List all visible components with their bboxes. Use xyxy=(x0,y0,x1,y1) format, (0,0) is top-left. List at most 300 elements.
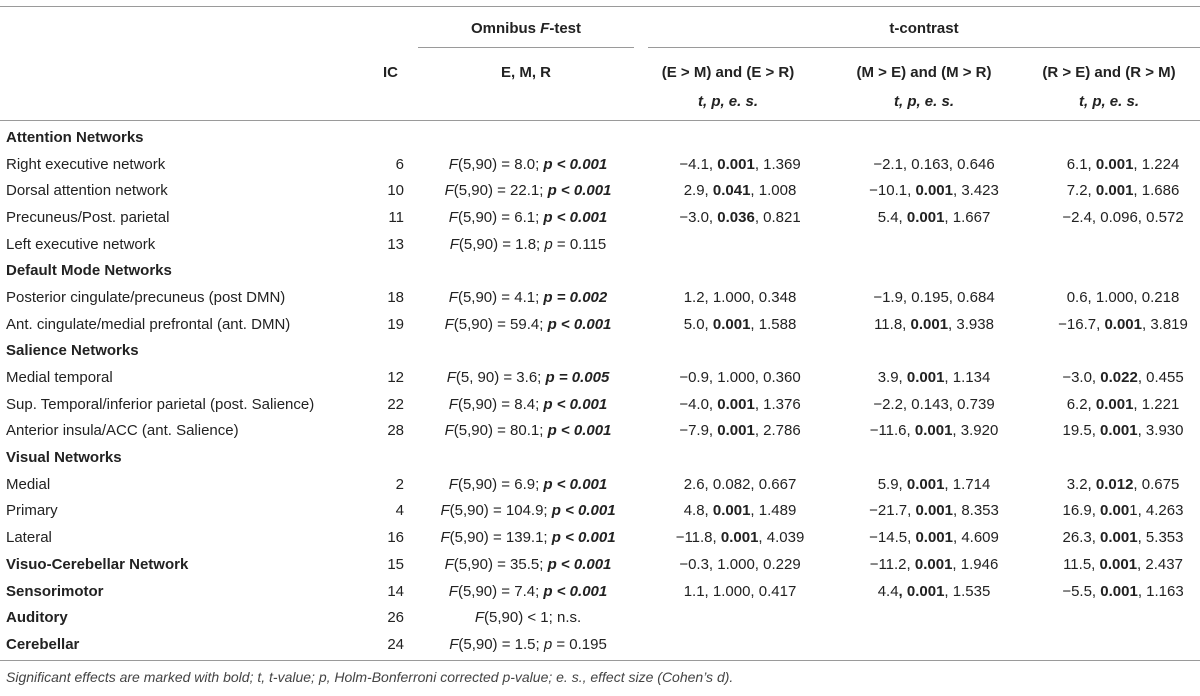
row-label: Posterior cingulate/precuneus (post DMN) xyxy=(6,288,286,306)
cell-text-segment: 0.001 xyxy=(1095,155,1134,173)
cell-text-segment: = 0.195 xyxy=(552,635,607,653)
contrast-m-cell xyxy=(836,177,1032,204)
row-label: Auditory xyxy=(6,609,68,627)
table-row xyxy=(0,471,1200,498)
contrast-e-cell xyxy=(644,257,836,284)
cell-text-segment: 0.001 xyxy=(1104,315,1142,333)
omnibus-cell xyxy=(412,391,644,418)
contrast-m-cell xyxy=(836,231,1032,258)
cell-text-segment: p < 0.001 xyxy=(543,582,608,600)
contrast-e-cell xyxy=(644,604,836,631)
table-section-row xyxy=(0,444,1200,471)
table-row xyxy=(0,177,1200,204)
contrast-r-cell xyxy=(1032,551,1200,578)
ic-cell xyxy=(356,257,412,284)
omnibus-cell xyxy=(412,418,644,445)
contrast-r-cell xyxy=(1032,578,1200,605)
ic-cell: 24 xyxy=(387,635,404,653)
cell-text-segment: 0.00 xyxy=(1100,502,1130,520)
cell-text-segment: , 1.714 xyxy=(944,475,991,493)
cell-text-segment: p = 0.005 xyxy=(545,369,610,387)
cell-text-segment: (5,90) = 4.1; xyxy=(457,288,544,306)
cell-text-segment: 2.9, xyxy=(683,182,713,200)
contrast-r-cell xyxy=(1032,338,1200,365)
cell-text-segment: F xyxy=(444,182,454,200)
cell-text-segment: (5,90) = 7.4; xyxy=(457,582,544,600)
row-label: Right executive network xyxy=(6,155,166,173)
ic-cell: 28 xyxy=(387,422,404,440)
contrast-m-cell xyxy=(836,338,1032,365)
cell-text-segment: , 1.221 xyxy=(1133,395,1180,413)
cell-text-segment: , 4.039 xyxy=(758,529,805,547)
cell-text-segment: (5,90) = 1.8; xyxy=(458,235,545,253)
omnibus-cell xyxy=(412,311,644,338)
cell-text-segment: p xyxy=(543,635,553,653)
row-label: Left executive network xyxy=(6,235,156,253)
contrast-m-cell xyxy=(836,257,1032,284)
cell-text-segment: F xyxy=(448,155,458,173)
ic-cell: 4 xyxy=(395,502,404,520)
row-label: Visuo-Cerebellar Network xyxy=(6,555,189,573)
cell-text-segment: F xyxy=(440,502,450,520)
table-section-row xyxy=(0,631,1200,658)
omnibus-cell xyxy=(412,551,644,578)
cell-text-segment: , 1.008 xyxy=(750,182,797,200)
table-section-row xyxy=(0,551,1200,578)
cell-text-segment: , 1.224 xyxy=(1133,155,1180,173)
cell-text-segment: 6.2, xyxy=(1066,395,1096,413)
contrast-e-cell xyxy=(644,631,836,658)
row-label: Ant. cingulate/medial prefrontal (ant. DMN) xyxy=(6,315,291,333)
row-label: Lateral xyxy=(6,529,52,547)
cell-text-segment: −2.4, 0.096, 0.572 xyxy=(1062,208,1184,226)
cell-text-segment: = 0.115 xyxy=(552,235,607,253)
contrast-e-cell xyxy=(644,124,836,151)
contrast-r-cell xyxy=(1032,364,1200,391)
cell-text-segment: F xyxy=(449,635,459,653)
cell-text-segment: , 2.786 xyxy=(754,422,801,440)
row-label: Cerebellar xyxy=(6,635,80,653)
cell-text-segment: 0.001 xyxy=(906,369,945,387)
cell-text-segment: , 1.686 xyxy=(1133,182,1180,200)
cell-text-segment: , 1.376 xyxy=(754,395,801,413)
cell-text-segment: 0.6, 1.000, 0.218 xyxy=(1066,288,1180,306)
contrast-r-cell xyxy=(1032,231,1200,258)
contrast-m-cell xyxy=(836,124,1032,151)
cell-text-segment: , 0.821 xyxy=(754,208,801,226)
cell-text-segment: 0.001 xyxy=(1100,422,1138,440)
table-section-row xyxy=(0,604,1200,631)
contrast-m-header: (M > E) and (M > R) xyxy=(856,64,992,81)
contrast-r-cell xyxy=(1032,471,1200,498)
ic-cell: 26 xyxy=(387,609,404,627)
cell-text-segment: −11.2, xyxy=(869,555,915,573)
cell-text-segment: p < 0.001 xyxy=(547,555,612,573)
omnibus-header: Omnibus F-test xyxy=(470,20,581,37)
cell-text-segment: 0.001 xyxy=(915,502,953,520)
row-label: Anterior insula/ACC (ant. Salience) xyxy=(6,422,239,440)
cell-text-segment: p < 0.001 xyxy=(547,315,612,333)
cell-text-segment: 0.041 xyxy=(712,182,751,200)
table-row xyxy=(0,311,1200,338)
ic-cell: 10 xyxy=(387,182,404,200)
cell-text-segment: 5.9, xyxy=(877,475,907,493)
cell-text-segment: (5,90) = 8.4; xyxy=(457,395,544,413)
cell-text-segment: F xyxy=(448,288,458,306)
cell-text-segment: −0.3, 1.000, 0.229 xyxy=(679,555,801,573)
table-row xyxy=(0,151,1200,178)
contrast-m-cell xyxy=(836,578,1032,605)
cell-text-segment: p < 0.001 xyxy=(551,529,616,547)
table-row xyxy=(0,391,1200,418)
results-table-body xyxy=(0,124,1200,658)
cell-text-segment: , 3.819 xyxy=(1141,315,1188,333)
cell-text-segment: 5.0, xyxy=(683,315,713,333)
cell-text-segment: −3.0, xyxy=(679,208,718,226)
contrast-e-cell xyxy=(644,444,836,471)
cell-text-segment: F xyxy=(444,315,454,333)
row-label: Visual Networks xyxy=(6,449,122,467)
cell-text-segment: 26.3, xyxy=(1062,529,1101,547)
contrast-e-header: (E > M) and (E > R) xyxy=(661,64,795,81)
contrast-e-cell xyxy=(644,311,836,338)
cell-text-segment: , 1.667 xyxy=(944,208,991,226)
cell-text-segment: (5,90) = 22.1; xyxy=(453,182,548,200)
cell-text-segment: −10.1, xyxy=(869,182,916,200)
cell-text-segment: 0.001 xyxy=(915,529,953,547)
cell-text-segment: , 3.920 xyxy=(952,422,999,440)
cell-text-segment: −3.0, xyxy=(1062,369,1101,387)
ic-cell xyxy=(356,338,412,365)
cell-text-segment: −14.5, xyxy=(869,529,916,547)
contrast-r-cell xyxy=(1032,604,1200,631)
contrast-r-cell xyxy=(1032,177,1200,204)
cell-text-segment: (5,90) = 104.9; xyxy=(449,502,552,520)
cell-text-segment: (5,90) = 8.0; xyxy=(457,155,544,173)
cell-text-segment: p < 0.001 xyxy=(547,422,612,440)
table-row xyxy=(0,364,1200,391)
cell-text-segment: 7.2, xyxy=(1066,182,1096,200)
row-label: Primary xyxy=(6,502,58,520)
table-row xyxy=(0,524,1200,551)
cell-text-segment: p < 0.001 xyxy=(547,182,612,200)
contrast-e-cell xyxy=(644,391,836,418)
contrast-e-cell xyxy=(644,418,836,445)
cell-text-segment: , 0.001 xyxy=(898,582,945,600)
cell-text-segment: −4.0, xyxy=(679,395,718,413)
contrast-m-cell xyxy=(836,391,1032,418)
contrast-r-header: (R > E) and (R > M) xyxy=(1042,64,1176,81)
cell-text-segment: 1.2, 1.000, 0.348 xyxy=(683,288,797,306)
cell-text-segment: 0.001 xyxy=(720,529,759,547)
contrast-r-cell xyxy=(1032,151,1200,178)
table-row xyxy=(0,418,1200,445)
cell-text-segment: 0.001 xyxy=(910,315,949,333)
omnibus-cell xyxy=(412,364,644,391)
cell-text-segment: F xyxy=(444,422,454,440)
table-row xyxy=(0,204,1200,231)
cell-text-segment: (5,90) = 35.5; xyxy=(453,555,548,573)
table-footnote: Significant effects are marked with bold; t, t-value; p, Holm-Bonferroni corrected p-value; e. s., effect size (Cohen’s d). xyxy=(6,669,734,685)
contrast-e-cell xyxy=(644,578,836,605)
ic-cell xyxy=(356,444,412,471)
omnibus-cell xyxy=(412,284,644,311)
ic-cell: 14 xyxy=(387,582,404,600)
ic-cell: 22 xyxy=(387,395,404,413)
cell-text-segment: −21.7, xyxy=(869,502,916,520)
omnibus-cell xyxy=(412,151,644,178)
omnibus-cell xyxy=(412,444,644,471)
omnibus-cell xyxy=(412,631,644,658)
contrast-e-cell xyxy=(644,551,836,578)
cell-text-segment: p < 0.001 xyxy=(543,395,608,413)
table-section-row xyxy=(0,124,1200,151)
ic-cell: 11 xyxy=(388,208,404,226)
ic-cell: 19 xyxy=(387,315,404,333)
cell-text-segment: p = 0.002 xyxy=(543,288,608,306)
contrast-e-cell xyxy=(644,151,836,178)
omnibus-cell xyxy=(412,524,644,551)
cell-text-segment: (5,90) = 6.1; xyxy=(457,208,544,226)
cell-text-segment: p < 0.001 xyxy=(543,155,608,173)
cell-text-segment: 0.001 xyxy=(717,422,755,440)
cell-text-segment: 3.9, xyxy=(877,369,907,387)
cell-text-segment: −4.1, xyxy=(679,155,718,173)
contrast-m-cell xyxy=(836,551,1032,578)
cell-text-segment: 4.4 xyxy=(877,582,899,600)
cell-text-segment: −2.1, 0.163, 0.646 xyxy=(873,155,995,173)
contrast-e-cell xyxy=(644,204,836,231)
contrast-e-cell xyxy=(644,338,836,365)
ic-cell: 12 xyxy=(387,369,404,387)
cell-text-segment: 0.001 xyxy=(906,208,945,226)
contrast-m-cell xyxy=(836,524,1032,551)
cell-text-segment: (5,90) = 139.1; xyxy=(449,529,552,547)
cell-text-segment: , 1.134 xyxy=(944,369,991,387)
cell-text-segment: −11.8, xyxy=(675,529,721,547)
omnibus-cell xyxy=(412,204,644,231)
cell-text-segment: 11.5, xyxy=(1063,555,1100,573)
cell-text-segment: −7.9, xyxy=(679,422,718,440)
cell-text-segment: 0.001 xyxy=(1100,529,1138,547)
omnibus-cell xyxy=(412,498,644,525)
cell-text-segment: , 4.609 xyxy=(952,529,999,547)
table-section-row xyxy=(0,578,1200,605)
cell-text-segment: F xyxy=(446,369,456,387)
cell-text-segment: 4.8, xyxy=(683,502,713,520)
contrast-m-subheader: t, p, e. s. xyxy=(893,93,954,110)
omnibus-cell xyxy=(412,231,644,258)
cell-text-segment: , 1.946 xyxy=(952,555,999,573)
contrast-m-cell xyxy=(836,444,1032,471)
cell-text-segment: F xyxy=(448,395,458,413)
cell-text-segment: 0.001 xyxy=(712,315,751,333)
cell-text-segment: −1.9, 0.195, 0.684 xyxy=(873,288,995,306)
row-label: Sup. Temporal/inferior parietal (post. Salience) xyxy=(6,395,315,413)
contrast-e-cell xyxy=(644,524,836,551)
omnibus-underline xyxy=(418,47,634,48)
cell-text-segment: −2.2, 0.143, 0.739 xyxy=(873,395,995,413)
table-section-row xyxy=(0,257,1200,284)
cell-text-segment: 16.9, xyxy=(1062,502,1101,520)
ic-cell: 2 xyxy=(395,475,404,493)
ic-cell: 15 xyxy=(387,555,404,573)
contrast-e-cell xyxy=(644,471,836,498)
cell-text-segment: 11.8, xyxy=(874,315,911,333)
contrast-m-cell xyxy=(836,364,1032,391)
omnibus-cell xyxy=(412,471,644,498)
cell-text-segment: F xyxy=(449,235,459,253)
cell-text-segment: F xyxy=(440,529,450,547)
contrast-r-cell xyxy=(1032,257,1200,284)
cell-text-segment: 6.1, xyxy=(1066,155,1096,173)
cell-text-segment: p xyxy=(544,235,553,253)
cell-text-segment: 3.2, xyxy=(1066,475,1096,493)
contrast-r-cell xyxy=(1032,631,1200,658)
row-label: Attention Networks xyxy=(6,128,144,146)
contrast-m-cell xyxy=(836,604,1032,631)
contrast-e-cell xyxy=(644,364,836,391)
cell-text-segment: (5, 90) = 3.6; xyxy=(455,369,546,387)
cell-text-segment: 0.001 xyxy=(914,555,953,573)
cell-text-segment: p < 0.001 xyxy=(543,208,608,226)
cell-text-segment: −11.6, xyxy=(869,422,915,440)
cell-text-segment: 0.012 xyxy=(1095,475,1134,493)
cell-text-segment: 0.001 xyxy=(906,475,945,493)
omnibus-cell xyxy=(412,604,644,631)
cell-text-segment: (5,90) = 6.9; xyxy=(457,475,544,493)
cell-text-segment: 0.036 xyxy=(717,208,755,226)
row-label: Default Mode Networks xyxy=(6,262,172,280)
ic-header: IC xyxy=(383,64,398,81)
contrast-e-cell xyxy=(644,231,836,258)
cell-text-segment: 1.1, 1.000, 0.417 xyxy=(683,582,797,600)
contrast-e-cell xyxy=(644,177,836,204)
contrast-m-cell xyxy=(836,498,1032,525)
cell-text-segment: (5,90) = 80.1; xyxy=(453,422,548,440)
contrast-r-cell xyxy=(1032,311,1200,338)
cell-text-segment: , 1.163 xyxy=(1137,582,1184,600)
cell-text-segment: , 2.437 xyxy=(1137,555,1183,573)
header-bottom-rule xyxy=(0,120,1200,121)
table-row xyxy=(0,231,1200,258)
cell-text-segment: 0.001 xyxy=(1099,555,1138,573)
cell-text-segment: , 1.588 xyxy=(750,315,797,333)
omnibus-cell xyxy=(412,338,644,365)
cell-text-segment: 0.001 xyxy=(914,422,953,440)
contrast-r-cell xyxy=(1032,124,1200,151)
row-label: Medial temporal xyxy=(6,369,113,387)
contrast-m-cell xyxy=(836,311,1032,338)
t-contrast-header: t-contrast xyxy=(889,20,959,37)
cell-text-segment: F xyxy=(448,208,458,226)
cell-text-segment: 0.001 xyxy=(1095,182,1134,200)
cell-text-segment: (5,90) = 1.5; xyxy=(458,635,544,653)
cell-text-segment: 0.001 xyxy=(717,395,755,413)
cell-text-segment: p < 0.001 xyxy=(543,475,608,493)
cell-text-segment: , 0.455 xyxy=(1137,369,1184,387)
row-label: Salience Networks xyxy=(6,342,139,360)
cell-text-segment: F xyxy=(474,609,485,627)
cell-text-segment: F xyxy=(448,475,458,493)
cell-text-segment: F xyxy=(448,582,458,600)
row-label: Medial xyxy=(6,475,51,493)
cell-text-segment: −0.9, 1.000, 0.360 xyxy=(679,369,801,387)
row-label: Dorsal attention network xyxy=(6,182,168,200)
contrast-e-cell xyxy=(644,284,836,311)
contrast-r-cell xyxy=(1032,524,1200,551)
t-contrast-underline xyxy=(648,47,1200,48)
cell-text-segment: , 0.675 xyxy=(1133,475,1180,493)
table-row xyxy=(0,498,1200,525)
cell-text-segment: −16.7, xyxy=(1058,315,1105,333)
cell-text-segment: 5.4, xyxy=(877,208,907,226)
contrast-m-cell xyxy=(836,284,1032,311)
contrast-r-cell xyxy=(1032,204,1200,231)
cell-text-segment: 0.001 xyxy=(1100,582,1138,600)
row-label: Precuneus/Post. parietal xyxy=(6,208,170,226)
cell-text-segment: 1, 4.263 xyxy=(1129,502,1184,520)
emr-header: E, M, R xyxy=(500,64,551,81)
cell-text-segment: (5,90) < 1; n.s. xyxy=(484,609,582,627)
cell-text-segment: , 3.930 xyxy=(1137,422,1184,440)
contrast-r-cell xyxy=(1032,444,1200,471)
cell-text-segment: 0.022 xyxy=(1100,369,1138,387)
ic-cell xyxy=(356,124,412,151)
cell-text-segment: 0.001 xyxy=(712,502,751,520)
cell-text-segment: , 1.369 xyxy=(754,155,801,173)
cell-text-segment: 2.6, 0.082, 0.667 xyxy=(683,475,797,493)
contrast-r-cell xyxy=(1032,391,1200,418)
ic-cell: 16 xyxy=(387,529,404,547)
ic-cell: 13 xyxy=(387,235,404,253)
cell-text-segment: , 3.423 xyxy=(952,182,999,200)
contrast-m-cell xyxy=(836,418,1032,445)
cell-text-segment: (5,90) = 59.4; xyxy=(453,315,548,333)
contrast-m-cell xyxy=(836,204,1032,231)
table-row xyxy=(0,284,1200,311)
results-table xyxy=(0,124,1200,658)
contrast-e-cell xyxy=(644,498,836,525)
cell-text-segment: 0.001 xyxy=(1095,395,1134,413)
omnibus-cell xyxy=(412,124,644,151)
cell-text-segment: , 3.938 xyxy=(948,315,994,333)
omnibus-cell xyxy=(412,257,644,284)
cell-text-segment: , 1.489 xyxy=(750,502,797,520)
cell-text-segment: , 8.353 xyxy=(952,502,999,520)
contrast-r-cell xyxy=(1032,498,1200,525)
table-top-rule xyxy=(0,6,1200,7)
cell-text-segment: 19.5, xyxy=(1062,422,1101,440)
omnibus-cell xyxy=(412,177,644,204)
row-label: Sensorimotor xyxy=(6,582,104,600)
cell-text-segment: , 5.353 xyxy=(1137,529,1184,547)
ic-cell: 18 xyxy=(387,288,404,306)
ic-cell: 6 xyxy=(395,155,404,173)
contrast-r-subheader: t, p, e. s. xyxy=(1078,93,1139,110)
contrast-m-cell xyxy=(836,151,1032,178)
contrast-m-cell xyxy=(836,471,1032,498)
cell-text-segment: 0.001 xyxy=(717,155,755,173)
contrast-e-subheader: t, p, e. s. xyxy=(697,93,758,110)
table-bottom-rule xyxy=(0,660,1200,661)
contrast-m-cell xyxy=(836,631,1032,658)
cell-text-segment: F xyxy=(444,555,454,573)
cell-text-segment: 0.001 xyxy=(915,182,953,200)
table-section-row xyxy=(0,338,1200,365)
cell-text-segment: p < 0.001 xyxy=(551,502,616,520)
contrast-r-cell xyxy=(1032,418,1200,445)
